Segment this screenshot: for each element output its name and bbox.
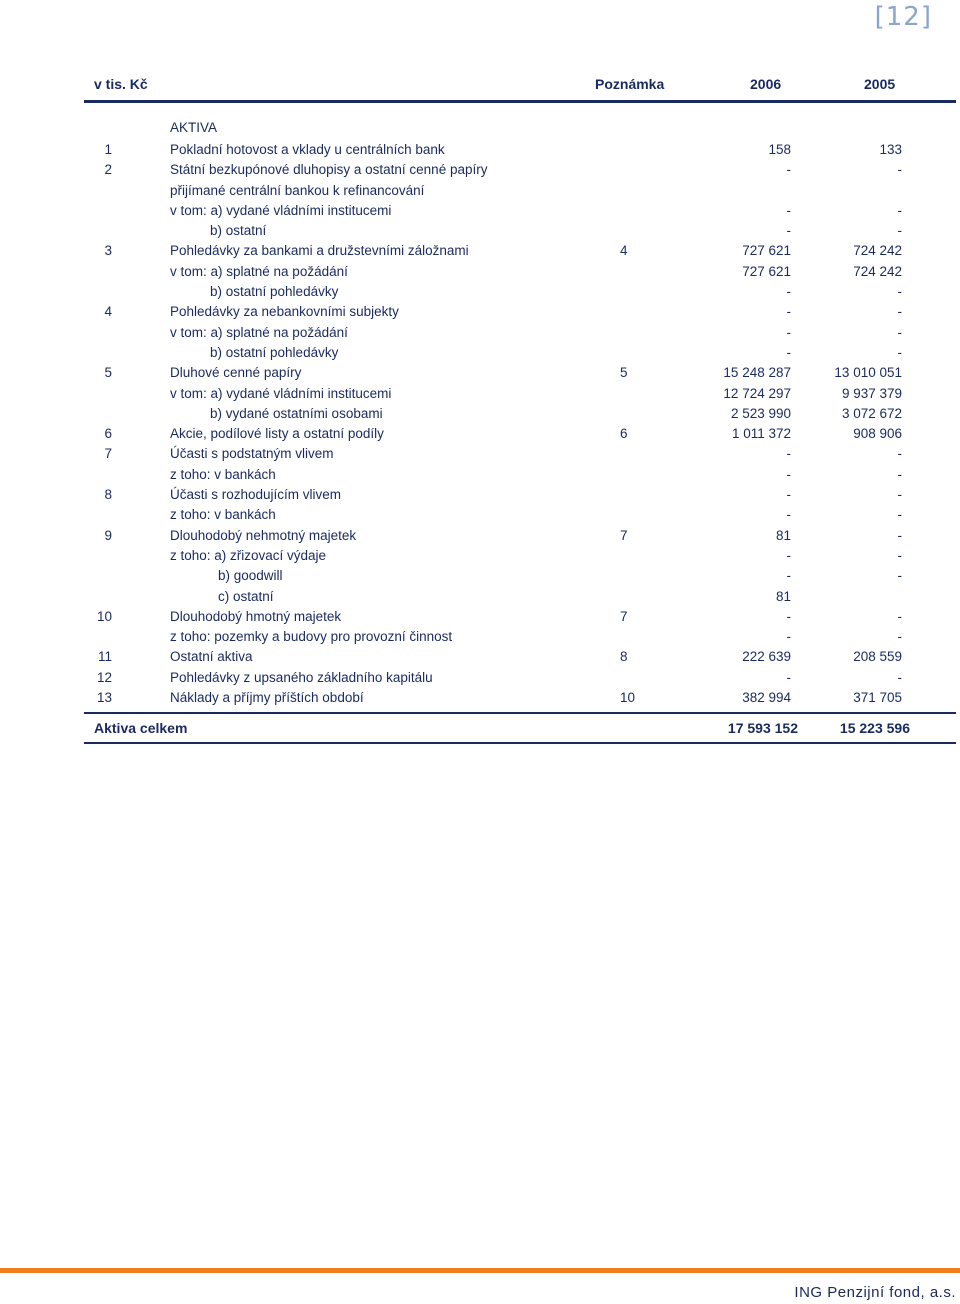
row-value-2005: -: [897, 466, 902, 482]
row-value-2006: -: [786, 547, 791, 563]
row-value-2006: 81: [775, 588, 791, 604]
row-label: b) vydané ostatními osobami: [210, 405, 383, 421]
row-label: Pohledávky z upsaného základního kapitálu: [170, 669, 433, 685]
table-row: [84, 343, 956, 363]
table-row: [84, 688, 956, 708]
table-row: [84, 607, 956, 627]
page-number: [12]: [874, 2, 932, 32]
row-value-2005: -: [897, 324, 902, 340]
row-label: b) ostatní: [210, 223, 267, 239]
row-value-2006: 222 639: [742, 649, 791, 665]
table-row: [84, 668, 956, 688]
row-value-2006: -: [786, 304, 791, 320]
row-note: 10: [620, 690, 636, 706]
row-number: 4: [104, 304, 112, 320]
row-label: b) goodwill: [218, 568, 283, 584]
row-label: v tom: a) splatné na požádání: [170, 324, 348, 340]
table-row: [84, 485, 956, 505]
row-value-2006: 1 011 372: [731, 426, 791, 442]
row-value-2006: -: [786, 202, 791, 218]
row-value-2006: -: [786, 568, 791, 584]
row-value-2006: 158: [768, 142, 791, 157]
header-note: Poznámka: [595, 76, 665, 92]
row-label: Ostatní aktiva: [170, 649, 253, 665]
total-label: Aktiva celkem: [94, 720, 188, 736]
table-row: [84, 587, 956, 607]
row-number: 9: [104, 527, 112, 543]
row-note: 7: [620, 527, 628, 543]
row-value-2006: -: [786, 223, 791, 239]
row-value-2005: -: [897, 284, 902, 300]
table-row: [84, 140, 956, 160]
table-row: [84, 221, 956, 241]
table-row: [84, 526, 956, 546]
header-year-2005: 2005: [864, 76, 896, 92]
row-label: v tom: a) splatné na požádání: [170, 263, 348, 279]
row-note: 8: [620, 649, 628, 665]
table-rows: [84, 140, 956, 708]
row-value-2005: 371 705: [853, 690, 902, 706]
row-value-2005: -: [897, 344, 902, 360]
row-number: 10: [96, 608, 112, 624]
row-value-2006: 15 248 287: [723, 365, 791, 381]
row-value-2006: -: [786, 162, 791, 178]
row-value-2006: 81: [775, 527, 791, 543]
row-value-2006: -: [786, 466, 791, 482]
row-number: 13: [96, 690, 112, 706]
row-value-2005: -: [897, 304, 902, 320]
row-value-2006: -: [786, 284, 791, 300]
row-number: 1: [104, 142, 112, 157]
row-label: z toho: a) zřizovací výdaje: [170, 547, 327, 563]
row-label: Dlouhodobý hmotný majetek: [170, 608, 342, 624]
table-row: [84, 363, 956, 383]
row-label: z toho: pozemky a budovy pro provozní činnost: [170, 629, 453, 645]
row-number: 11: [97, 649, 112, 665]
table-row: [84, 181, 956, 201]
row-note: 4: [620, 243, 628, 259]
row-value-2006: 727 621: [742, 243, 791, 259]
row-value-2005: -: [897, 487, 902, 503]
row-label: Pohledávky za nebankovními subjekty: [170, 304, 399, 320]
total-2005: 15 223 596: [839, 720, 910, 736]
row-value-2005: 3 072 672: [841, 405, 902, 421]
row-value-2005: -: [897, 162, 902, 178]
header-unit: v tis. Kč: [94, 76, 148, 92]
row-value-2005: -: [897, 507, 902, 523]
table-row: [84, 323, 956, 343]
footer-company: ING Penzijní fond, a.s.: [794, 1284, 956, 1301]
table-row: [84, 465, 956, 485]
table-row: [84, 424, 956, 444]
table-row: [84, 262, 956, 282]
table-row: [84, 302, 956, 322]
row-value-2005: 13 010 051: [834, 365, 902, 381]
row-value-2005: 9 937 379: [841, 385, 902, 401]
row-value-2005: -: [897, 547, 902, 563]
row-note: 6: [620, 426, 628, 442]
row-value-2005: -: [897, 446, 902, 462]
row-label: Akcie, podílové listy a ostatní podíly: [170, 426, 384, 442]
row-value-2006: 2 523 990: [730, 405, 791, 421]
table-row: [84, 160, 956, 180]
section-title: AKTIVA: [170, 120, 218, 135]
table-row: [84, 404, 956, 424]
row-label: Dluhové cenné papíry: [170, 365, 302, 381]
row-value-2005: -: [897, 669, 902, 685]
row-label: Účasti s podstatným vlivem: [170, 446, 334, 462]
row-number: 2: [104, 162, 112, 178]
table-row: [84, 241, 956, 261]
footer-accent-line: [0, 1268, 960, 1273]
row-number: 3: [104, 243, 112, 259]
row-label: b) ostatní pohledávky: [210, 284, 339, 300]
row-number: 8: [104, 487, 112, 503]
row-value-2005: 908 906: [853, 426, 902, 442]
row-value-2006: -: [786, 608, 791, 624]
row-value-2005: -: [897, 202, 902, 218]
row-value-2005: 724 242: [853, 243, 902, 259]
row-number: 7: [104, 446, 112, 462]
row-label: v tom: a) vydané vládními institucemi: [170, 202, 392, 218]
row-note: 7: [620, 608, 628, 624]
row-label: z toho: v bankách: [170, 507, 276, 523]
table-row: [84, 505, 956, 525]
row-label: v tom: a) vydané vládními institucemi: [170, 385, 392, 401]
row-value-2005: -: [897, 608, 902, 624]
row-value-2006: -: [786, 344, 791, 360]
row-value-2006: 12 724 297: [723, 385, 791, 401]
row-value-2005: -: [897, 527, 902, 543]
table-row: [84, 627, 956, 647]
row-label: z toho: v bankách: [170, 466, 276, 482]
row-number: 6: [104, 426, 112, 442]
table-row: [84, 384, 956, 404]
table-row: [84, 546, 956, 566]
row-value-2005: -: [897, 568, 902, 584]
row-label: Dlouhodobý nehmotný majetek: [170, 527, 357, 543]
row-value-2006: 727 621: [742, 263, 791, 279]
row-label: přijímané centrální bankou k refinancování: [170, 182, 425, 198]
total-row: [84, 712, 956, 744]
row-value-2005: 724 242: [853, 263, 902, 279]
table-row: [84, 647, 956, 667]
row-label: c) ostatní: [218, 588, 274, 604]
row-value-2006: -: [786, 507, 791, 523]
row-note: 5: [620, 365, 628, 381]
row-number: 12: [96, 669, 112, 685]
row-number: 5: [104, 365, 112, 381]
row-label: Státní bezkupónové dluhopisy a ostatní cenné papíry: [170, 162, 488, 178]
row-value-2005: 133: [879, 142, 902, 157]
row-value-2006: -: [786, 446, 791, 462]
row-value-2006: -: [786, 669, 791, 685]
header-year-2006: 2006: [750, 76, 782, 92]
table-row: [84, 201, 956, 221]
row-label: Účasti s rozhodujícím vlivem: [170, 487, 342, 503]
row-value-2006: -: [786, 487, 791, 503]
row-value-2005: 208 559: [853, 649, 902, 665]
table-row: [84, 282, 956, 302]
row-value-2006: 382 994: [742, 690, 791, 706]
total-2006: 17 593 152: [727, 720, 798, 736]
row-value-2005: -: [897, 223, 902, 239]
table-row: [84, 566, 956, 586]
row-label: Pokladní hotovost a vklady u centrálních bank: [170, 142, 445, 157]
row-value-2006: -: [786, 629, 791, 645]
table-row: [84, 444, 956, 464]
row-label: Náklady a příjmy příštích období: [170, 690, 364, 706]
row-value-2006: -: [786, 324, 791, 340]
row-label: Pohledávky za bankami a družstevními záložnami: [170, 243, 469, 259]
table-header: [84, 74, 956, 103]
row-label: b) ostatní pohledávky: [210, 344, 339, 360]
row-value-2005: -: [897, 629, 902, 645]
